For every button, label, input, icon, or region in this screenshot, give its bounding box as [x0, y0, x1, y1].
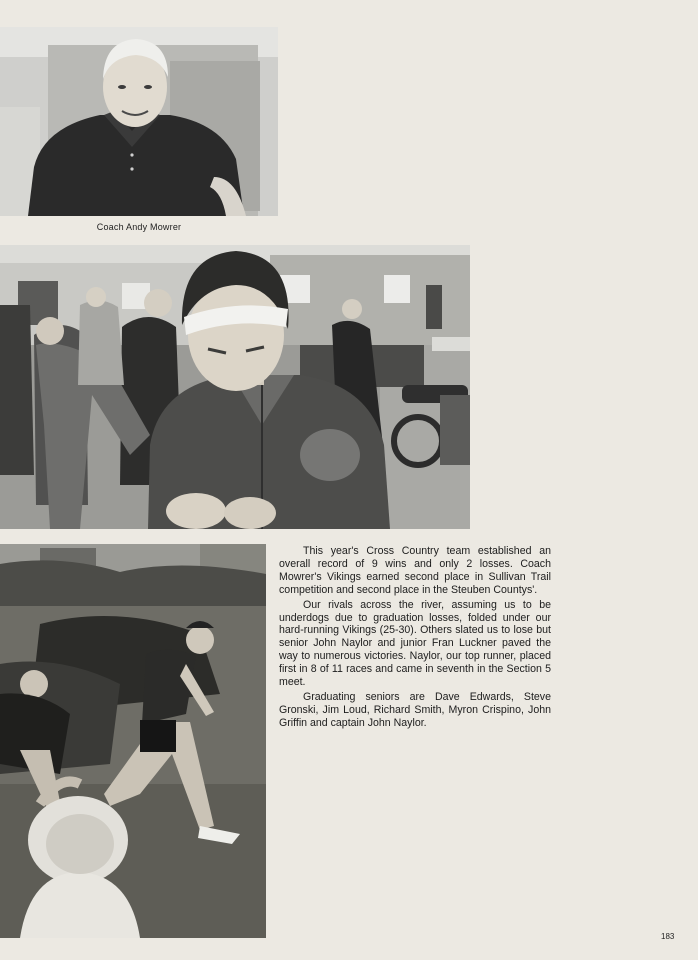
- page-number: 183: [661, 932, 675, 941]
- race-photo: [0, 544, 266, 938]
- story-text: [279, 545, 551, 732]
- coach-photo: [0, 27, 278, 216]
- runner-photo: [0, 245, 470, 529]
- story-paragraph-record: This year's Cross Country team established an overall record of 9 wins and only 2 losses. Coach Mowrer's Vikings earned second place in Sullivan Trail competition and second place in the Steuben Countys'.: [279, 545, 551, 596]
- story-paragraph-rivals: Our rivals across the river, assuming us to be underdogs due to graduation losses, folded under our hard-running Vikings (25-30). Others slated us to lose but senior John Naylor and junior Fran Luckner paved the way to numerous victories. Naylor, our top runner, placed first in 8 of 11 races and came in seventh in the Section 5 meet.: [279, 598, 551, 689]
- story-paragraph-seniors: Graduating seniors are Dave Edwards, Steve Gronski, Jim Loud, Richard Smith, Myron Crispino, John Griffin and captain John Naylor.: [279, 690, 551, 729]
- coach-caption: Coach Andy Mowrer: [96, 222, 182, 232]
